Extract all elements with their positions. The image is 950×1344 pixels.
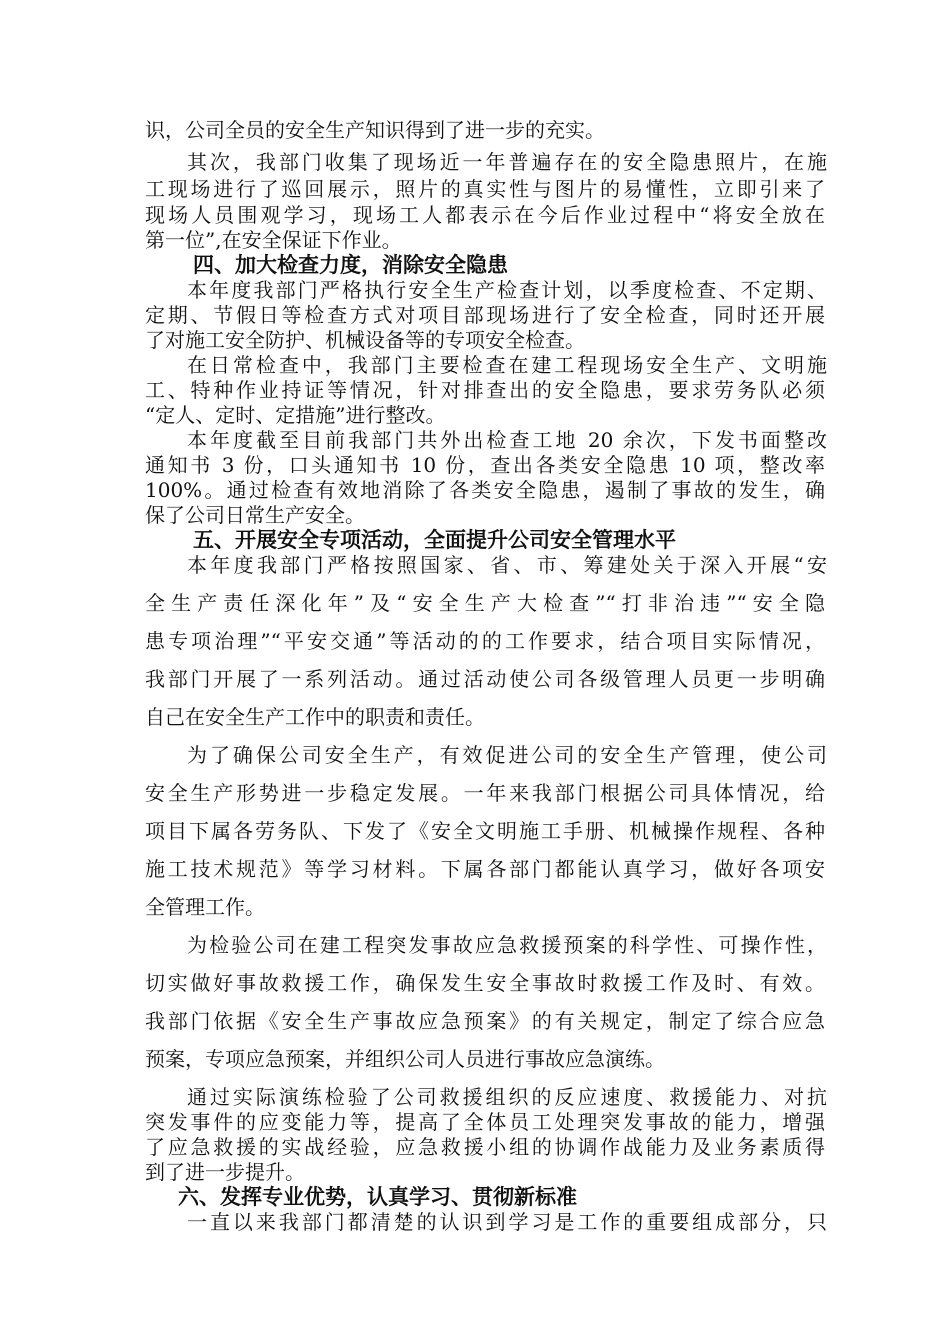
body-line: 自己在安全生产工作中的职责和责任。 — [145, 705, 485, 729]
body-line: 安全生产形势进一步稳定发展。一年来我部门根据公司具体情况，给 — [145, 781, 825, 805]
section-heading-4: 四、加大检查力度，消除安全隐患 — [193, 252, 508, 277]
body-line: 保了公司日常生产安全。 — [145, 503, 365, 527]
body-line: 我部门依据《安全生产事故应急预案》的有关规定，制定了综合应急 — [145, 1009, 825, 1033]
body-line: 其次，我部门收集了现场近一年普遍存在的安全隐患照片，在施 — [187, 150, 827, 174]
body-line: 切实做好事故救援工作，确保发生安全事故时救援工作及时、有效。 — [145, 971, 825, 995]
body-line: 我部门开展了一系列活动。通过活动使公司各级管理人员更一步明确 — [145, 667, 825, 691]
body-line: 第一位”,在安全保证下作业。 — [145, 228, 402, 252]
body-line: 工现场进行了巡回展示，照片的真实性与图片的易懂性，立即引来了 — [145, 177, 825, 201]
body-line: 项目下属各劳务队、下发了《安全文明施工手册、机械操作规程、各种 — [145, 819, 825, 843]
body-line: 现场人员围观学习，现场工人都表示在今后作业过程中“将安全放在 — [145, 203, 825, 227]
body-line: 通知书 3 份，口头通知书 10 份，查出各类安全隐患 10 项，整改率 — [145, 453, 825, 477]
body-line: 一直以来我部门都清楚的认识到学习是工作的重要组成部分，只 — [187, 1210, 827, 1234]
body-line: 全生产责任深化年”及“安全生产大检查”“打非治违”“安全隐 — [145, 591, 825, 615]
body-line: 本年度截至目前我部门共外出检查工地 20 余次，下发书面整改 — [187, 428, 827, 452]
body-line: 了应急救援的实战经验，应急救援小组的协调作战能力及业务素质得 — [145, 1135, 825, 1159]
body-line: 了对施工安全防护、机械设备等的专项安全检查。 — [145, 328, 585, 352]
body-line: 全管理工作。 — [145, 895, 265, 919]
body-line: 突发事件的应变能力等，提高了全体员工处理突发事故的能力，增强 — [145, 1110, 825, 1134]
body-line: 施工技术规范》等学习材料。下属各部门都能认真学习，做好各项安 — [145, 857, 825, 881]
body-line: “定人、定时、定措施”进行整改。 — [145, 403, 446, 427]
body-line: 为检验公司在建工程突发事故应急救援预案的科学性、可操作性， — [187, 933, 827, 957]
body-line: 本年度我部门严格执行安全生产检查计划，以季度检查、不定期、 — [187, 278, 827, 302]
section-heading-6: 六、发挥专业优势，认真学习、贯彻新标准 — [178, 1184, 577, 1209]
body-line: 通过实际演练检验了公司救援组织的反应速度、救援能力、对抗 — [187, 1085, 827, 1109]
body-line: 预案，专项应急预案，并组织公司人员进行事故应急演练。 — [145, 1047, 665, 1071]
body-line: 在日常检查中，我部门主要检查在建工程现场安全生产、文明施 — [187, 353, 827, 377]
body-line: 本年度我部门严格按照国家、省、市、筹建处关于深入开展“安 — [187, 553, 827, 577]
body-line: 100%。通过检查有效地消除了各类安全隐患，遏制了事故的发生，确 — [145, 478, 825, 502]
body-line: 到了进一步提升。 — [145, 1160, 305, 1184]
body-line: 识，公司全员的安全生产知识得到了进一步的充实。 — [145, 118, 605, 142]
body-line: 工、特种作业持证等情况，针对排查出的安全隐患，要求劳务队必须 — [145, 378, 825, 402]
body-line: 定期、节假日等检查方式对项目部现场进行了安全检查，同时还开展 — [145, 303, 825, 327]
section-heading-5: 五、开展安全专项活动，全面提升公司安全管理水平 — [193, 527, 676, 552]
body-line: 患专项治理”“平安交通”等活动的的工作要求，结合项目实际情况， — [145, 629, 825, 653]
body-line: 为了确保公司安全生产，有效促进公司的安全生产管理，使公司 — [187, 743, 827, 767]
